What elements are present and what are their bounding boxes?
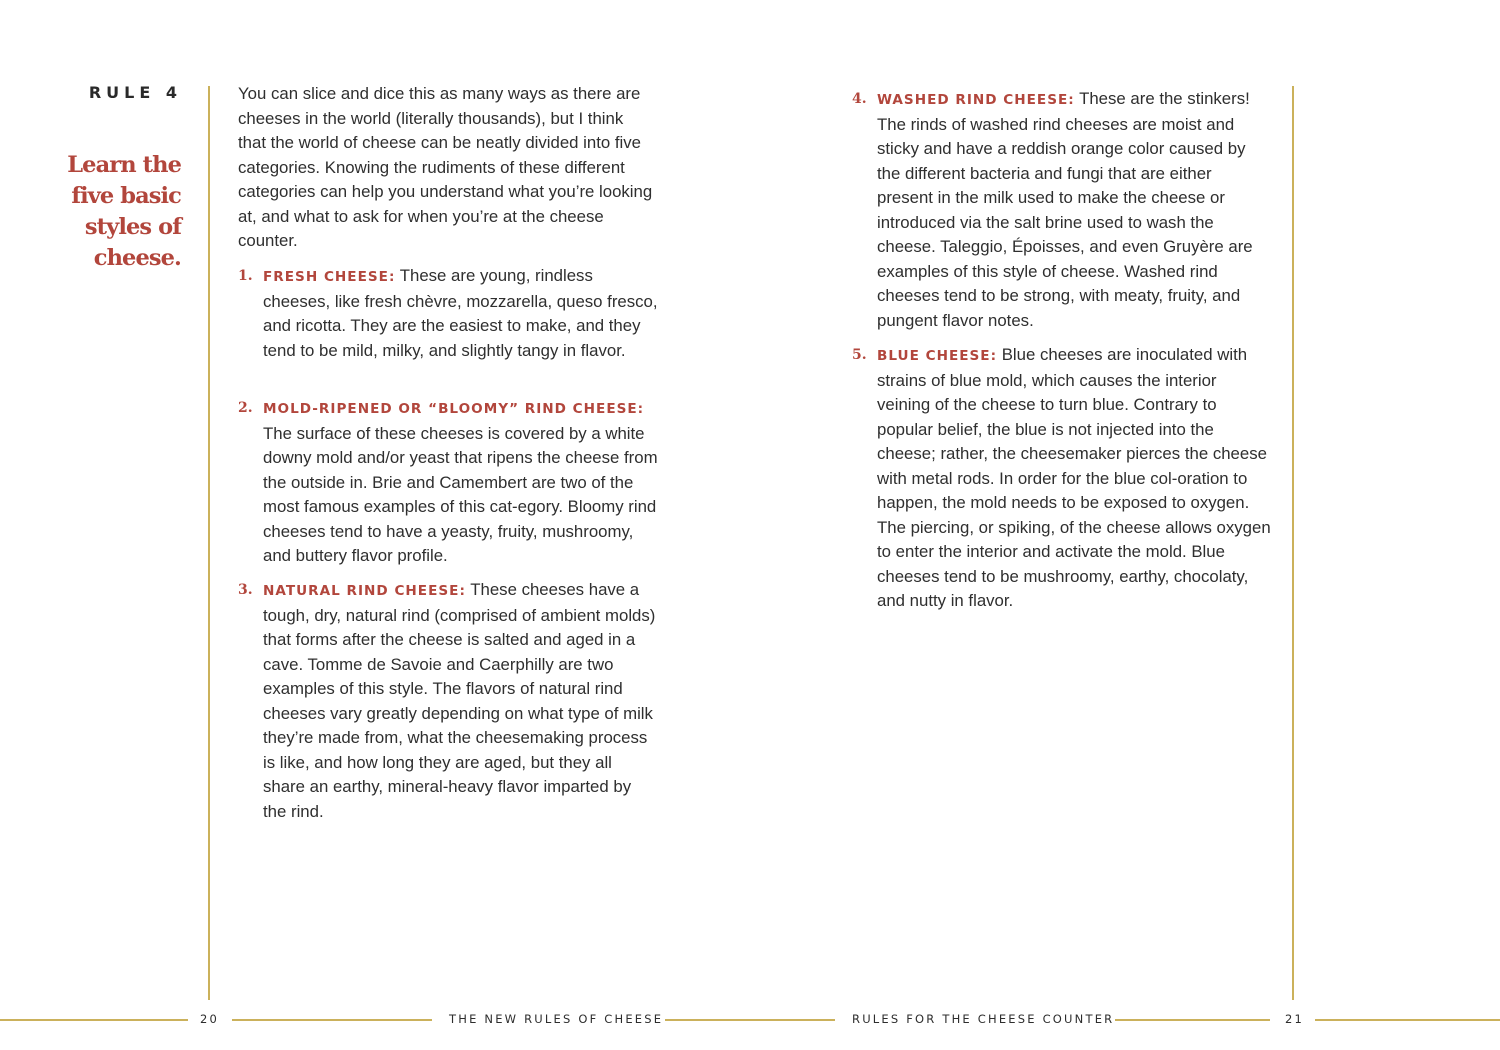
item-heading: BLUE CHEESE: [877,348,998,364]
left-vertical-rule [208,86,210,1000]
item-heading: MOLD-RIPENED OR “BLOOMY” RIND CHEESE: [263,401,645,417]
item-text: The surface of these cheeses is covered by a white downy mold and/or yeast that ripens the cheese from the outside in. Brie and Camembert are two of the most famous examples of this cat-egory. Bloomy rind cheeses tend to have a yeasty, fruity, mushroomy, and buttery flavor profile. [263,423,658,565]
list-item-fresh-cheese [238,264,658,363]
list-number: 5. [852,347,867,363]
rule-label: RULE 4 [88,83,182,102]
item-text: These are young, rindless cheeses, like fresh chèvre, mozzarella, queso fresco, and ricotta. They are the easiest to make, and they tend to be mild, milky, and slightly tangy in flavor. [263,266,658,360]
list-number: 4. [852,91,867,107]
list-item-bloomy-rind-cheese [238,396,658,569]
rule-title: Learn the five basic styles of cheese. [67,152,181,271]
left-running-title: THE NEW RULES OF CHEESE [449,1012,664,1026]
item-heading: NATURAL RIND CHEESE: [263,583,466,599]
right-page-number: 21 [1285,1012,1305,1026]
list-number: 2. [238,400,253,416]
item-text: These are the stinkers! The rinds of washed rind cheeses are moist and sticky and have a reddish orange color caused by the different bacteria and fungi that are either present in the milk used to make the cheese or introduced via the salt brine used to wash the cheese. Taleggio, Époisses, and even Gruyère are examples of this style of cheese. Washed rind cheeses tend to be strong, with meaty, fruity, and pungent flavor notes. [877,89,1253,330]
footer-rule [232,1019,432,1021]
item-heading: WASHED RIND CHEESE: [877,92,1075,108]
left-page-number: 20 [200,1012,220,1026]
item-text: Blue cheeses are inoculated with strains of blue mold, which causes the interior veining of the cheese to turn blue. Contrary to popular belief, the blue is not injected into the cheese; rather, the cheesemaker pierces the cheese with metal rods. In order for the blue col-oration to happen, the mold needs to be exposed to oxygen. The piercing, or spiking, of the cheese allows oxygen to enter the interior and activate the mold. Blue cheeses tend to be mushroomy, earthy, chocolaty, and nutty in flavor. [877,345,1271,610]
footer-rule [665,1019,835,1021]
list-number: 1. [238,268,253,284]
intro-paragraph: You can slice and dice this as many ways as there are cheeses in the world (literally thousands), but I think that the world of cheese can be neatly divided into five categories. Knowing the rudiments of these different categories can help you understand what you’re looking at, and what to ask for when you’re at the cheese counter. [238,84,653,250]
item-heading: FRESH CHEESE: [263,269,396,285]
list-number: 3. [238,582,253,598]
footer-rule [0,1019,188,1021]
list-item-blue-cheese [852,343,1272,614]
footer-rule [1315,1019,1500,1021]
right-running-title: RULES FOR THE CHEESE COUNTER [852,1012,1115,1026]
right-vertical-rule [1292,86,1294,1000]
list-item-natural-rind-cheese [238,578,658,824]
footer-rule [1115,1019,1270,1021]
item-text: These cheeses have a tough, dry, natural rind (comprised of ambient molds) that forms after the cheese is salted and aged in a cave. Tomme de Savoie and Caerphilly are two examples of this style. The flavors of natural rind cheeses vary greatly depending on what type of milk they’re made from, what the cheesemaking process is like, and how long they are aged, but they all share an earthy, mineral-heavy flavor imparted by the rind. [263,580,656,821]
list-item-washed-rind-cheese [852,87,1272,333]
